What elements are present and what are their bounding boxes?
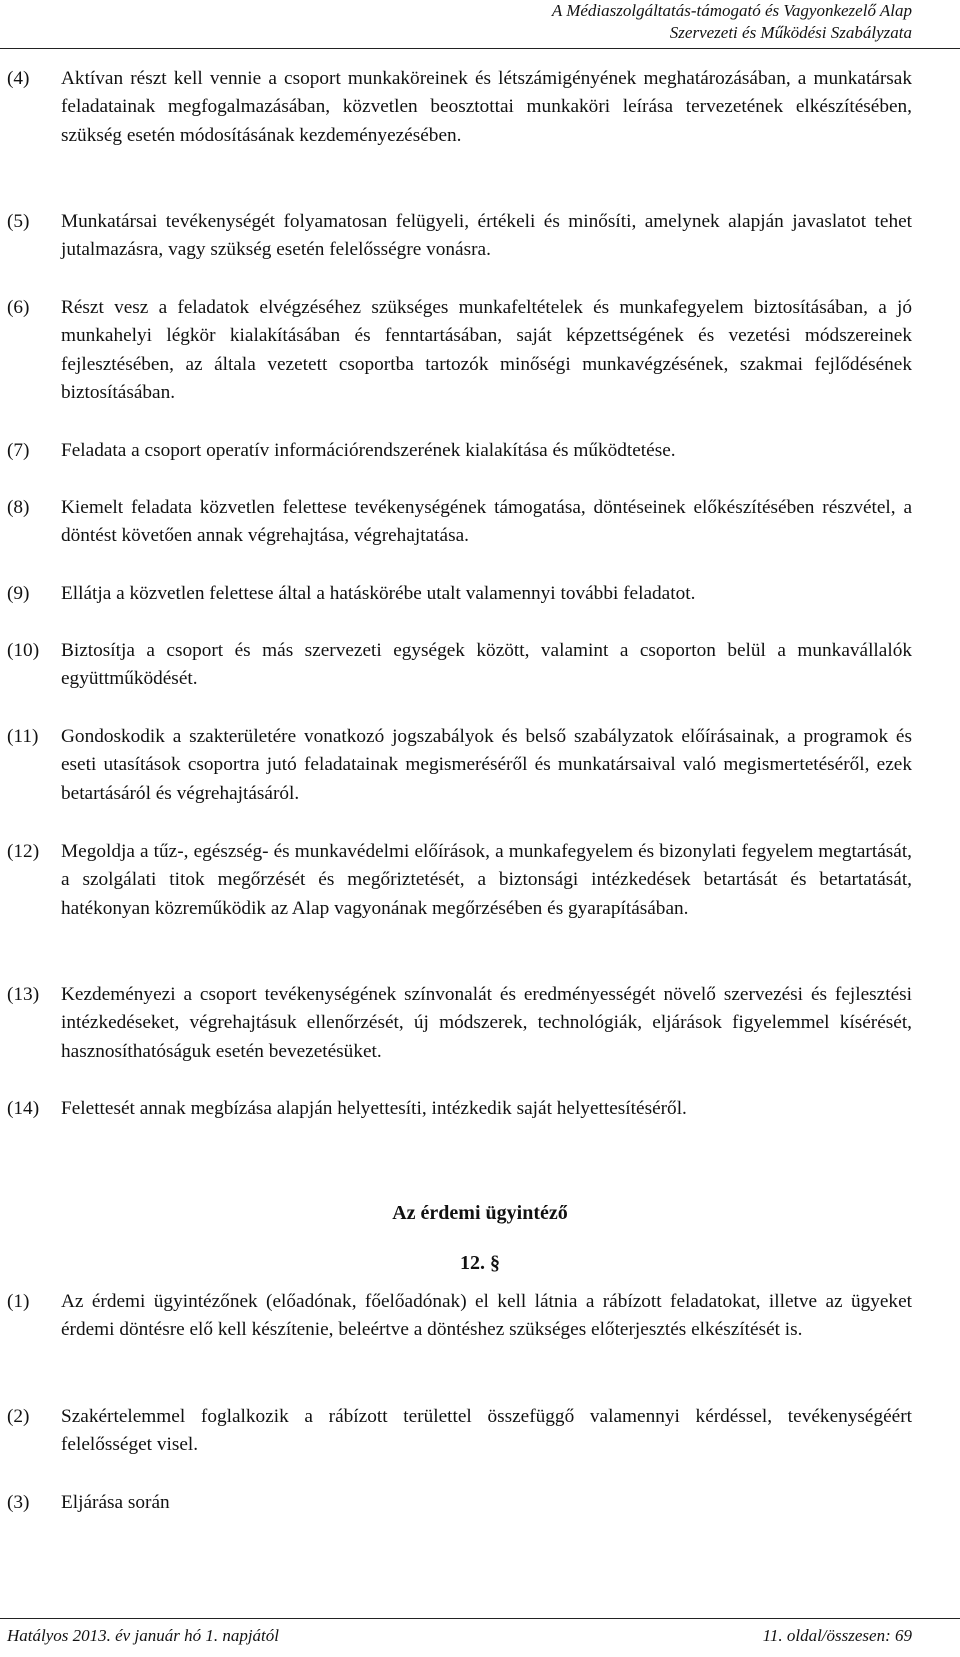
paragraph-text: Megoldja a tűz-, egészség- és munkavédelmi előírások, a munkafegyelem és bizonylati fegyelem megtartását, a szolgálati titok megőrzését és megőriztetését, a biztonsági intézkedések betartását és betartatását, hatékonyan közreműködik az Alap vagyonának megőrzésében és gyarapításában. [61,841,912,919]
paragraph-text: Az érdemi ügyintézőnek (előadónak, főelőadónak) el kell látnia a rábízott feladatokat, illetve az ügyeket érdemi döntésre elő kell készítenie, beleértve a döntéshez szükséges előterjesztés elkészítését is. [61,1291,912,1341]
paragraph-number: (3) [7,1492,30,1513]
paragraph [0,494,960,551]
paragraph [0,1403,960,1460]
paragraph-text: Munkatársai tevékenységét folyamatosan felügyeli, értékeli és minősíti, amelynek alapján javaslatot tehet jutalmazásra, vagy szükség esetén felelősségre vonásra. [61,211,912,261]
running-header [552,0,912,44]
paragraph-number: (4) [7,68,30,89]
paragraph [0,1288,960,1345]
paragraph [0,580,960,608]
header-divider [0,48,960,49]
paragraph [0,294,960,408]
footer-effective-date: Hatályos 2013. év január hó 1. napjától [7,1626,279,1645]
section-number: 12. § [460,1252,500,1274]
paragraph-text: Feladata a csoport operatív információrendszerének kialakítása és működtetése. [61,440,676,461]
paragraph-number: (6) [7,297,30,318]
paragraph-text: Részt vesz a feladatok elvégzéséhez szükséges munkafeltételek és munkafegyelem biztosításában, a jó munkahelyi légkör kialakításában és fenntartásában, saját képzettségének és vezetési módszereinek fejlesztésében, az általa vezetett csoportba tartozók minőségi munkavégzésének, szakmai fejlődésének biztosításában. [61,297,912,404]
paragraph [0,981,960,1066]
paragraph-text: Kezdeményezi a csoport tevékenységének színvonalát és eredményességét növelő szervezési és fejlesztési intézkedéseket, végrehajtásuk ellenőrzését, új módszerek, technológiák, eljárások figyelemmel kísérését, hasznosíthatóságuk esetén bevezetésüket. [61,984,912,1062]
paragraph [0,838,960,923]
paragraph-number: (13) [7,984,40,1005]
section-title: Az érdemi ügyintéző [392,1202,568,1224]
paragraph-number: (2) [7,1406,30,1427]
footer-page-number: 11. oldal/összesen: 69 [762,1626,912,1645]
paragraph-text: Aktívan részt kell vennie a csoport munkaköreinek és létszámigényének meghatározásában, a munkatársak feladatainak megfogalmazásában, közvetlen beosztottai munkaköri leírása tervezetének elkészítésében, szükség esetén módosításának kezdeményezésében. [61,68,912,146]
paragraph-number: (7) [7,440,30,461]
paragraph-text: Szakértelemmel foglalkozik a rábízott területtel összefüggő valamennyi kérdéssel, tevékenységéért felelősséget visel. [61,1406,912,1456]
paragraph-text: Gondoskodik a szakterületére vonatkozó jogszabályok és belső szabályzatok előírásainak, a programok és eseti utasítások csoportra jutó feladatainak megismeréséről és munkatársaival való megismertetéséről, ezek betartásáról és végrehajtásáról. [61,726,912,804]
paragraph [0,723,960,808]
paragraph-number: (12) [7,841,40,862]
paragraph-number: (1) [7,1291,30,1312]
paragraph-text: Felettesét annak megbízása alapján helyettesíti, intézkedik saját helyettesítéséről. [61,1098,687,1119]
paragraph [0,437,960,465]
footer-divider [0,1618,960,1619]
paragraph-text: Biztosítja a csoport és más szervezeti egységek között, valamint a csoporton belül a munkavállalók együttműködését. [61,640,912,690]
paragraph [0,65,960,150]
paragraph [0,1095,960,1123]
paragraph-text: Kiemelt feladata közvetlen felettese tevékenységének támogatása, döntéseinek előkészítésében részvétel, a döntést követően annak végrehajtása, végrehajtatása. [61,497,912,547]
paragraph [0,1489,960,1517]
header-line-2: Szervezeti és Működési Szabályzata [669,23,912,42]
paragraph-text: Ellátja a közvetlen felettese által a hatáskörébe utalt valamennyi további feladatot. [61,583,696,604]
paragraph-number: (9) [7,583,30,604]
paragraph-number: (14) [7,1098,40,1119]
paragraph-number: (10) [7,640,40,661]
header-line-1: A Médiaszolgáltatás-támogató és Vagyonkezelő Alap [551,1,912,20]
paragraph [0,208,960,265]
paragraph-text: Eljárása során [61,1492,170,1513]
paragraph [0,637,960,694]
paragraph-number: (8) [7,497,30,518]
paragraph-number: (11) [7,726,39,747]
paragraph-number: (5) [7,211,30,232]
